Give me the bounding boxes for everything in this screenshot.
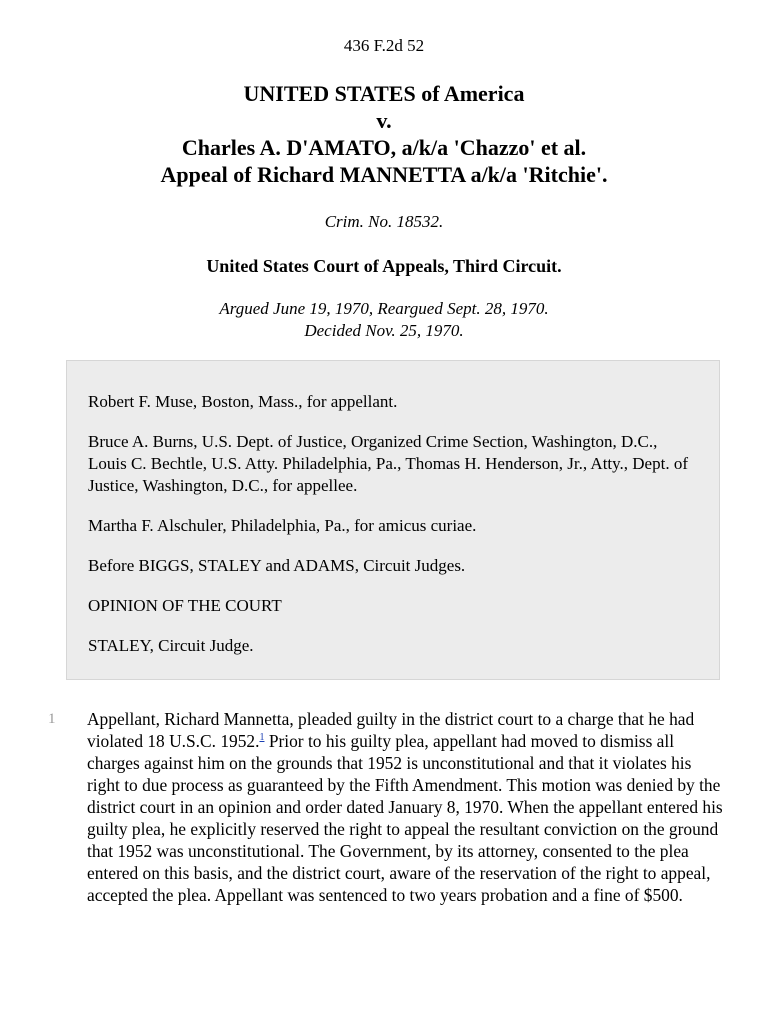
case-citation: 436 F.2d 52 bbox=[343, 36, 425, 55]
counsel-panel bbox=[66, 360, 720, 680]
case-title bbox=[0, 80, 768, 188]
opinion-heading: OPINION OF THE COURT bbox=[88, 596, 282, 615]
paragraph-text-rest: Prior to his guilty plea, appellant had moved to dismiss all charges against him on the grounds that 1952 is unconstitutional and that it violates his right to due process as guaranteed by the Fifth Amendment. This motion was denied by the district court in an opinion and order dated January 8, 1970. When the appellant entered his guilty plea, he explicitly reserved the right to appeal the resultant conviction on the ground that 1952 was unconstitutional. The Government, by its attorney, consented to the plea entered on this basis, and the district court, aware of the reservation of the right to appeal, accepted the plea. Appellant was sentenced to two years probation and a fine of $500. bbox=[87, 731, 723, 905]
counsel-appellee: Bruce A. Burns, U.S. Dept. of Justice, Organized Crime Section, Washington, D.C., Louis C. Bechtle, U.S. Atty. Philadelphia, Pa., Thomas H. Henderson, Jr., Atty., Dept. of Justice, Washington, D.C., for appellee. bbox=[88, 432, 688, 495]
decided-date: Decided Nov. 25, 1970. bbox=[304, 321, 464, 340]
title-versus: v. bbox=[376, 108, 392, 133]
judges-panel: Before BIGGS, STALEY and ADAMS, Circuit Judges. bbox=[88, 556, 466, 575]
docket-number: Crim. No. 18532. bbox=[324, 212, 444, 231]
paragraph-text-start: Appellant, Richard Mannetta, pleaded guilty in the district court to a charge that he had violated 18 U.S.C. 1952. bbox=[87, 709, 695, 751]
case-dates bbox=[0, 298, 768, 342]
court-name: United States Court of Appeals, Third Circuit. bbox=[206, 256, 562, 276]
title-defendant: Charles A. D'AMATO, a/k/a 'Chazzo' et al. bbox=[181, 135, 587, 160]
title-appeal: Appeal of Richard MANNETTA a/k/a 'Ritchie'. bbox=[160, 162, 608, 187]
counsel-appellant: Robert F. Muse, Boston, Mass., for appellant. bbox=[88, 392, 398, 411]
footnote-link[interactable]: 1 bbox=[259, 732, 265, 744]
counsel-amicus: Martha F. Alschuler, Philadelphia, Pa., for amicus curiae. bbox=[88, 516, 477, 535]
paragraph-number: 1 bbox=[48, 711, 56, 727]
paragraph-text bbox=[87, 708, 727, 906]
opinion-author: STALEY, Circuit Judge. bbox=[88, 636, 254, 655]
argued-date: Argued June 19, 1970, Reargued Sept. 28, 1970. bbox=[219, 299, 549, 318]
title-plaintiff: UNITED STATES of America bbox=[243, 81, 525, 106]
